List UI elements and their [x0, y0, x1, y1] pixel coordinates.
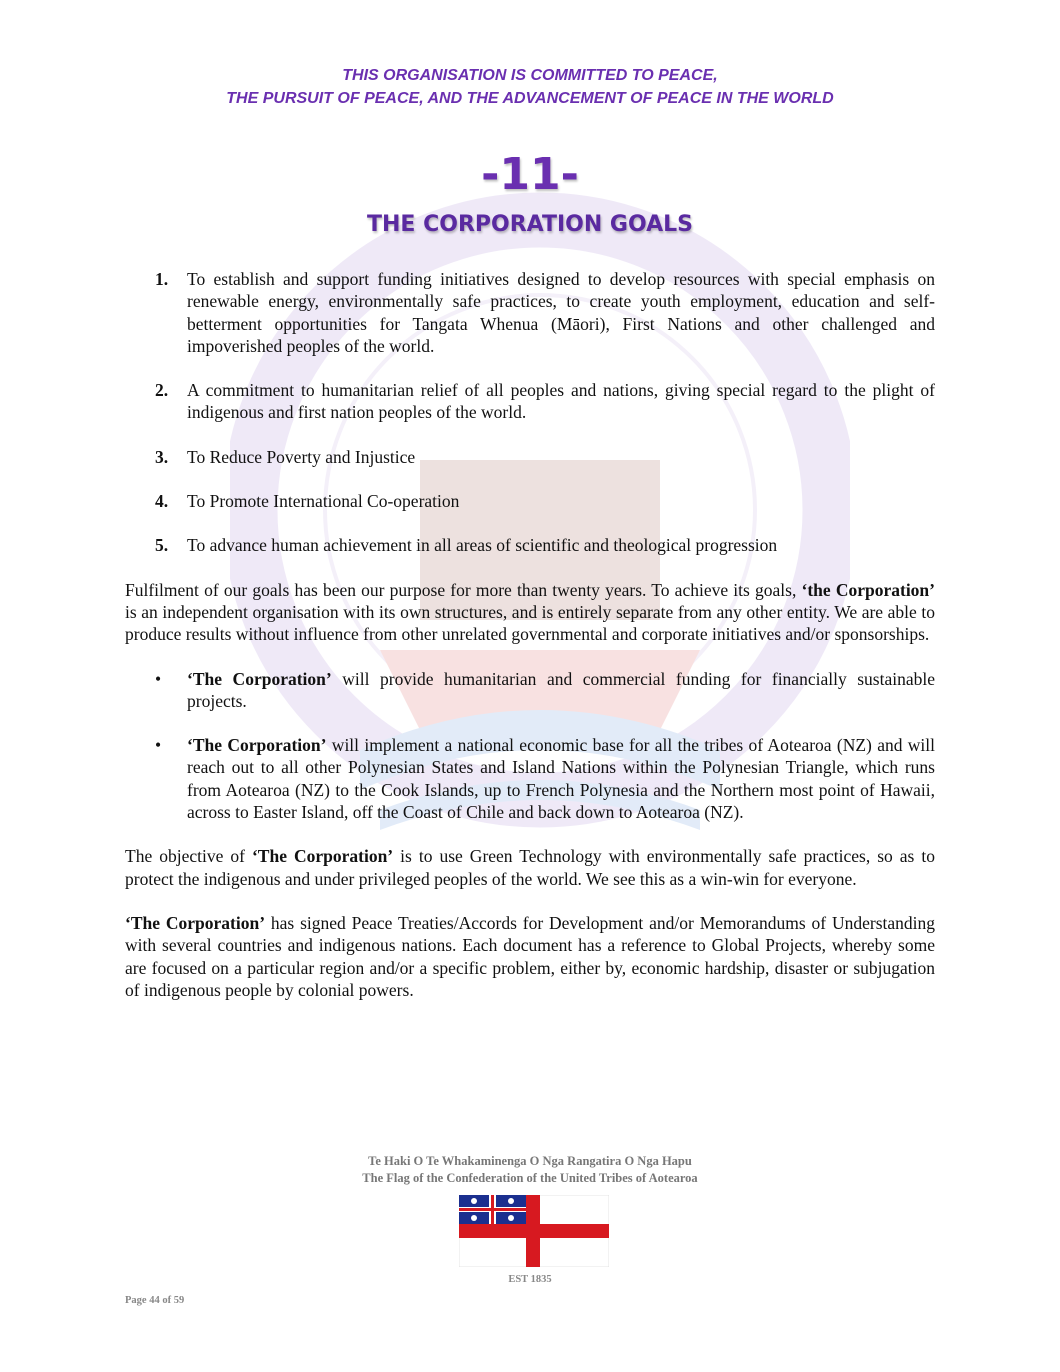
goal-item	[125, 379, 935, 424]
goal-number: 3.	[155, 446, 169, 467]
paragraph-text: is to use Green Technology with environmentally safe practices, so as to protect the indigenous and under privileged peoples of the world. We see this as a win-win for everyone.	[125, 846, 935, 889]
goal-item	[125, 490, 935, 512]
goal-number: 1.	[155, 269, 169, 289]
chapter-number: -11-	[481, 149, 579, 200]
paragraph-text: has signed Peace Treaties/Accords for Development and/or Memorandums of Understanding with several countries and indigenous nations. Each document has a reference to Global Projects, whereby some are focused on a particular region and/or a specific problem, either by, economic hardship, disaster or subjugation of indigenous people by colonial powers.	[125, 912, 936, 1000]
corporation-term: ‘the Corporation’	[801, 579, 935, 600]
paragraph-text: is an independent organisation with its own structures, and is entirely separate from any other entity. We are able to produce results without influence from other unrelated governmental and corporate initiatives and/or sponsorships.	[125, 601, 935, 645]
bullet-text: will implement a national economic base for all the tribes of Aotearoa (NZ) and will reach out to all other Polynesian States and Island Nations within the Polynesian Triangle, which runs from Aotearoa (NZ) to the Cook Islands, up to French Polynesia and the Northern most point of Hawaii, across to Easter Island, off the Coast of Chile and back down to Aotearoa (NZ).	[187, 735, 936, 823]
goal-item	[125, 446, 935, 468]
footer-caption	[0, 1153, 1060, 1187]
paragraph-goals-fulfilment	[125, 579, 935, 646]
page-header	[0, 64, 1060, 110]
goal-item	[125, 268, 935, 357]
corporation-term: ‘The Corporation’	[251, 846, 394, 867]
corporation-term: ‘The Corporation’	[187, 668, 332, 689]
footer-line-1: Te Haki O Te Whakaminenga O Nga Rangatira O Nga Hapu	[368, 1154, 692, 1168]
corporation-term: ‘The Corporation’	[187, 735, 327, 756]
goal-number: 4.	[155, 491, 169, 512]
bullet-item	[125, 734, 935, 823]
paragraph-text: Fulfilment of our goals has been our purpose for more than twenty years. To achieve its goals,	[125, 579, 802, 600]
goal-text: To Reduce Poverty and Injustice	[187, 446, 416, 467]
goal-text: To establish and support funding initiatives designed to develop resources with special emphasis on renewable energy, environmentally safe practices, to create youth employment, education and self-betterment opportunities for Tangata Whenua (Māori), First Nations and other challenged and impoverished peoples of the world.	[187, 269, 935, 356]
paragraph-text: The objective of	[125, 846, 252, 867]
paragraph-objective	[125, 845, 935, 890]
goal-text: A commitment to humanitarian relief of all peoples and nations, giving special regard to the plight of indigenous and first nation peoples of the world.	[187, 380, 935, 423]
bullet-text: will provide humanitarian and commercial funding for financially sustainable projects.	[187, 668, 936, 711]
footer-line-2: The Flag of the Confederation of the United Tribes of Aotearoa	[362, 1171, 698, 1185]
main-content	[125, 268, 935, 1023]
goal-text: To advance human achievement in all areas of scientific and theological progression	[187, 535, 778, 556]
chapter-title: THE CORPORATION GOALS	[366, 212, 693, 237]
goal-item	[125, 534, 935, 556]
header-line-1: THIS ORGANISATION IS COMMITTED TO PEACE,	[342, 67, 718, 84]
header-line-2: THE PURSUIT OF PEACE, AND THE ADVANCEMENT OF PEACE IN THE WORLD	[226, 90, 834, 107]
bullet-list	[125, 668, 935, 824]
page-number: Page 44 of 59	[125, 1295, 185, 1306]
goal-text: To Promote International Co-operation	[187, 491, 460, 512]
bullet-icon: •	[155, 735, 162, 756]
corporation-term: ‘The Corporation’	[125, 912, 266, 933]
bullet-icon: •	[155, 668, 162, 689]
established-year: EST 1835	[508, 1274, 552, 1285]
goals-list	[125, 268, 935, 557]
goal-number: 2.	[155, 380, 169, 401]
bullet-item	[125, 668, 935, 713]
paragraph-treaties	[125, 912, 935, 1001]
united-tribes-flag-icon	[459, 1195, 609, 1267]
goal-number: 5.	[155, 535, 169, 556]
